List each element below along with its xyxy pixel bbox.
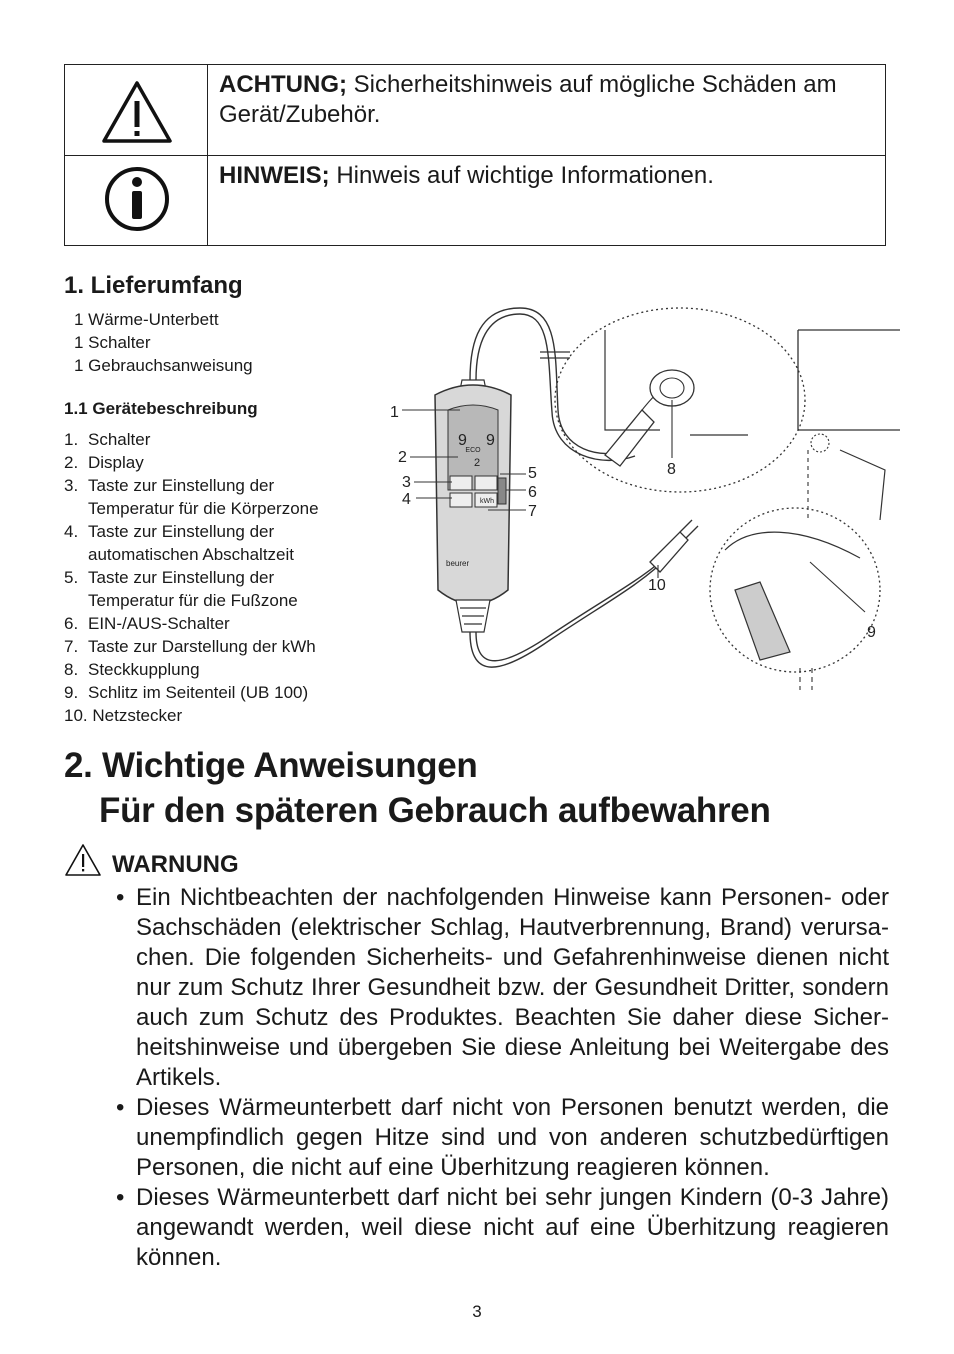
list-item (64, 658, 364, 681)
callout-label: 7 (528, 503, 537, 520)
list-item: • Ein Nichtbeachten der nachfolgenden Hinweise kann Personen- oder Sachschäden (elektrischer Schlag, Hautverbrennung, Brand) verursa- chen. Die folgenden Sicherheits- und Gefahrenhinweise dienen nicht nur zum Schutz Ihrer Gesundheit bzw. der Gesundheit Dritter, sondern auch zum Schutz des Produktes. Beachten Sie daher diese Sicher- heitshinweise und übergeben Sie diese Anleitung bei Weitergabe des Artikels. (114, 883, 889, 1093)
callout-label: 6 (528, 484, 537, 501)
symbol-description (219, 70, 865, 130)
display-digit-timer: 2 (474, 457, 481, 469)
achtung-text: Sicherheitshinweis auf mögliche Schäden am Gerät/Zubehör. (219, 71, 837, 128)
item-number: 2. (64, 453, 79, 472)
list-item: • Dieses Wärmeunterbett darf nicht bei sehr jungen Kindern (0-3 Jahre) angewandt werden, weil diese nicht auf eine Überhitzung reagieren können. (114, 1183, 889, 1273)
item-text: Taste zur Einstellung der Temperatur für die Fußzone (88, 568, 298, 610)
item-text: Schalter (88, 430, 151, 449)
scope-of-delivery-list (74, 308, 253, 377)
list-item (64, 566, 364, 612)
display-digit-left: 9 (458, 432, 467, 449)
hinweis-text: Hinweis auf wichtige Informationen. (329, 162, 714, 189)
item-number: 6. (64, 614, 79, 633)
info-icon (101, 166, 173, 232)
callout-label: 2 (398, 449, 407, 466)
device-parts-list (64, 428, 364, 727)
section-title-anweisungen: 2. Wichtige Anweisungen (64, 746, 478, 785)
item-number: 9. (64, 683, 79, 702)
item-text: EIN-/AUS-Schalter (88, 614, 230, 633)
warning-triangle-icon (64, 843, 102, 877)
item-text: Taste zur Einstellung der automatischen Abschaltzeit (88, 522, 295, 564)
item-number: 1. (64, 430, 79, 449)
list-item (64, 704, 364, 727)
list-item (64, 681, 364, 704)
callout-label: 8 (667, 461, 676, 478)
item-text: Taste zur Darstellung der kWh (88, 637, 316, 656)
warning-bullet-list (114, 883, 889, 1273)
list-item: 1 Wärme-Unterbett (74, 310, 219, 329)
item-number: 8. (64, 660, 79, 679)
warning-title: WARNUNG (112, 851, 239, 878)
achtung-label: ACHTUNG; (219, 71, 347, 98)
symbol-icon-cell (65, 65, 208, 155)
callout-label: 5 (528, 465, 537, 482)
symbol-icon-cell (65, 156, 208, 245)
display-digit-right: 9 (486, 432, 495, 449)
brand-label: beurer (446, 559, 470, 568)
item-number: 5. (64, 568, 79, 587)
list-item (64, 451, 364, 474)
item-text: Schlitz im Seitenteil (UB 100) (88, 683, 309, 702)
list-item (64, 428, 364, 451)
item-number: 4. (64, 522, 79, 541)
symbol-legend-table (64, 64, 886, 246)
hinweis-label: HINWEIS; (219, 162, 330, 189)
list-item (64, 612, 364, 635)
callout-label: 4 (402, 491, 411, 508)
kwh-label: kWh (480, 498, 494, 505)
device-illustration (380, 300, 900, 690)
eco-label: ECO (465, 447, 481, 454)
section-title-lieferumfang: 1. Lieferumfang (64, 272, 243, 299)
item-number: 10. (64, 706, 88, 725)
list-item (64, 474, 364, 520)
symbol-row-warning (65, 65, 885, 155)
item-number: 3. (64, 476, 79, 495)
callout-label: 9 (867, 624, 876, 641)
list-item: • Dieses Wärmeunterbett darf nicht von Personen benutzt werden, die unempfindlich gegen Hitze sind und von anderen schutzbedürftigen Personen, die nicht auf eine Überhitzung reagieren können. (114, 1093, 889, 1183)
symbol-description (219, 161, 865, 191)
page-number: 3 (472, 1302, 482, 1321)
item-text: Steckkupplung (88, 660, 200, 679)
list-item: 1 Schalter (74, 333, 151, 352)
list-item: 1 Gebrauchsanweisung (74, 356, 253, 375)
symbol-row-info (65, 155, 885, 245)
item-text: Taste zur Einstellung der Temperatur für die Körperzone (88, 476, 319, 518)
warning-triangle-icon (101, 79, 173, 145)
list-item (64, 635, 364, 658)
item-text: Display (88, 453, 144, 472)
callout-label: 10 (648, 577, 666, 594)
callout-label: 1 (390, 404, 399, 421)
section-subtitle: Für den späteren Gebrauch aufbewahren (99, 791, 771, 830)
callout-label: 3 (402, 474, 411, 491)
item-number: 7. (64, 637, 79, 656)
list-item (64, 520, 364, 566)
subsection-title-geraetebeschreibung: 1.1 Gerätebeschreibung (64, 399, 258, 418)
item-text: Netzstecker (92, 706, 183, 725)
